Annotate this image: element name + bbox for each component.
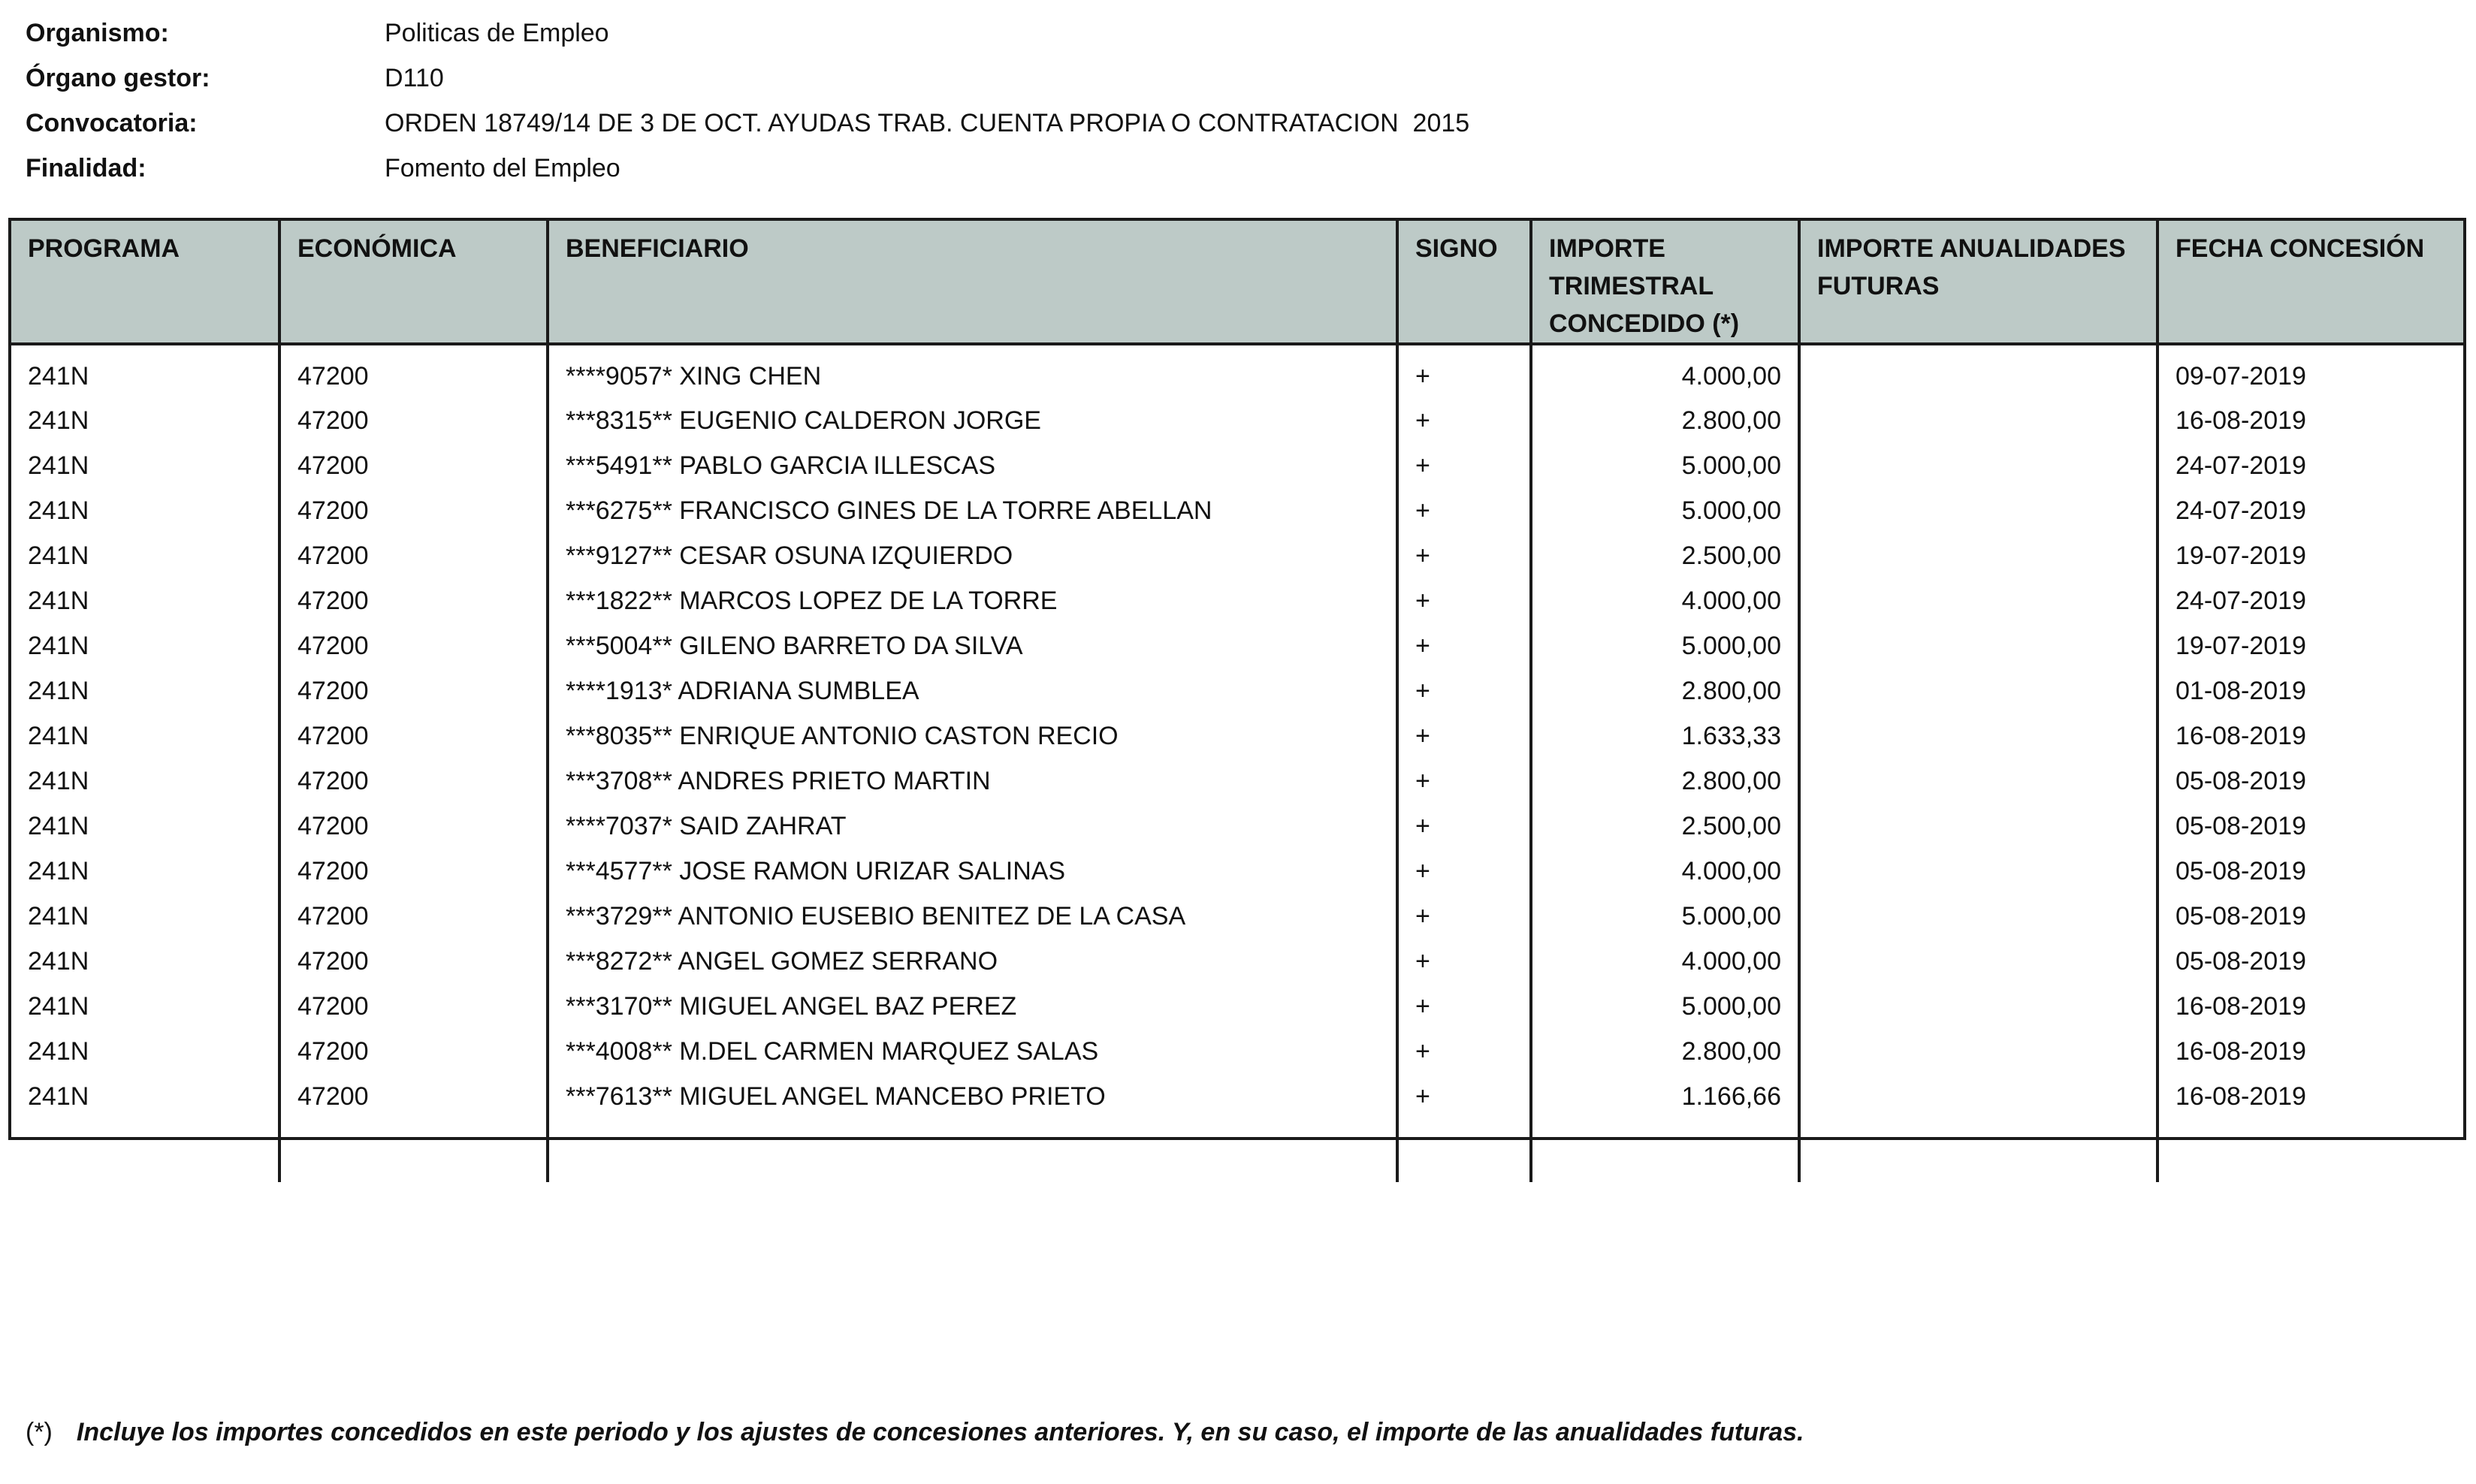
cell-beneficiario: ***7613** MIGUEL ANGEL MANCEBO PRIETO — [548, 1074, 1397, 1119]
footnote-text: Incluye los importes concedidos en este periodo y los ajustes de concesiones anteriores. Y, en su caso, el importe de las anualidades futuras. — [76, 1418, 1804, 1446]
cell-fecha-concesion: 16-08-2019 — [2176, 1081, 2306, 1111]
cell-importe-trimestral: 4.000,00 — [1531, 344, 1799, 398]
cell-economica: 47200 — [279, 1074, 548, 1119]
cell-economica: 47200 — [279, 759, 548, 804]
cell-fecha-concesion: 01-08-2019 — [2176, 676, 2306, 705]
table-header-row — [11, 221, 2463, 344]
cell-programa: 241N — [11, 984, 279, 1029]
table-row — [11, 488, 2463, 533]
cell-beneficiario: ****7037* SAID ZAHRAT — [548, 804, 1397, 849]
cell-importe-anualidades — [1799, 668, 2157, 713]
table-row — [11, 398, 2463, 443]
cell-beneficiario: ****1913* ADRIANA SUMBLEA — [548, 668, 1397, 713]
table-row — [11, 443, 2463, 488]
cell-importe-anualidades — [1799, 443, 2157, 488]
cell-signo: + — [1397, 1074, 1531, 1119]
table-row — [11, 984, 2463, 1029]
cell-beneficiario: ***4008** M.DEL CARMEN MARQUEZ SALAS — [548, 1029, 1397, 1074]
cell-importe-anualidades — [1799, 939, 2157, 984]
cell-fecha-concesion: 16-08-2019 — [2176, 721, 2306, 750]
cell-programa: 241N — [11, 849, 279, 894]
column-header-beneficiario: BENEFICIARIO — [548, 221, 1397, 344]
table-row — [11, 939, 2463, 984]
cell-fecha-concesion: 05-08-2019 — [2176, 901, 2306, 931]
cell-fecha-concesion: 24-07-2019 — [2176, 496, 2306, 525]
cell-importe-anualidades — [1799, 759, 2157, 804]
cell-signo: + — [1397, 623, 1531, 668]
column-header-signo: SIGNO — [1397, 221, 1531, 344]
cell-beneficiario: ***5491** PABLO GARCIA ILLESCAS — [548, 443, 1397, 488]
cell-economica: 47200 — [279, 1029, 548, 1074]
cell-importe-anualidades — [1799, 894, 2157, 939]
cell-economica: 47200 — [279, 344, 548, 398]
cell-importe-trimestral: 2.500,00 — [1531, 804, 1799, 849]
convocatoria-value: ORDEN 18749/14 DE 3 DE OCT. AYUDAS TRAB. CUENTA PROPIA O CONTRATACION 2015 — [385, 108, 1470, 137]
cell-importe-anualidades — [1799, 849, 2157, 894]
cell-importe-trimestral: 2.800,00 — [1531, 759, 1799, 804]
cell-signo: + — [1397, 849, 1531, 894]
table-row — [11, 344, 2463, 398]
filler-cell — [548, 1119, 1397, 1182]
cell-signo: + — [1397, 344, 1531, 398]
header-row-organo-gestor — [26, 56, 1469, 101]
cell-importe-anualidades — [1799, 804, 2157, 849]
cell-economica: 47200 — [279, 939, 548, 984]
table-row — [11, 759, 2463, 804]
cell-importe-anualidades — [1799, 623, 2157, 668]
cell-programa: 241N — [11, 1074, 279, 1119]
cell-beneficiario: ***6275** FRANCISCO GINES DE LA TORRE ABELLAN — [548, 488, 1397, 533]
cell-beneficiario: ***9127** CESAR OSUNA IZQUIERDO — [548, 533, 1397, 578]
table-row — [11, 578, 2463, 623]
organismo-label: Organismo: — [26, 18, 169, 47]
finalidad-value: Fomento del Empleo — [385, 153, 621, 182]
cell-importe-anualidades — [1799, 344, 2157, 398]
cell-beneficiario: ***1822** MARCOS LOPEZ DE LA TORRE — [548, 578, 1397, 623]
filler-cell — [1799, 1119, 2157, 1182]
cell-economica: 47200 — [279, 713, 548, 759]
cell-programa: 241N — [11, 894, 279, 939]
header-row-organismo — [26, 11, 1469, 56]
table-row — [11, 668, 2463, 713]
cell-importe-anualidades — [1799, 1029, 2157, 1074]
cell-signo: + — [1397, 578, 1531, 623]
cell-programa: 241N — [11, 1029, 279, 1074]
cell-beneficiario: ***8315** EUGENIO CALDERON JORGE — [548, 398, 1397, 443]
header-row-convocatoria — [26, 101, 1469, 146]
cell-programa: 241N — [11, 939, 279, 984]
column-header-economica: ECONÓMICA — [279, 221, 548, 344]
grants-table-frame — [8, 218, 2466, 1140]
cell-signo: + — [1397, 939, 1531, 984]
cell-importe-trimestral: 2.800,00 — [1531, 1029, 1799, 1074]
filler-cell — [279, 1119, 548, 1182]
column-header-programa: PROGRAMA — [11, 221, 279, 344]
table-row — [11, 1029, 2463, 1074]
footnote — [26, 1418, 1804, 1447]
cell-fecha-concesion: 05-08-2019 — [2176, 856, 2306, 885]
table-row — [11, 713, 2463, 759]
cell-programa: 241N — [11, 713, 279, 759]
header-row-finalidad — [26, 146, 1469, 191]
finalidad-label: Finalidad: — [26, 153, 146, 182]
cell-fecha-concesion: 24-07-2019 — [2176, 451, 2306, 480]
column-header-importe-trimestral: IMPORTE TRIMESTRAL CONCEDIDO (*) — [1531, 221, 1799, 344]
cell-signo: + — [1397, 804, 1531, 849]
cell-fecha-concesion: 19-07-2019 — [2176, 541, 2306, 570]
cell-programa: 241N — [11, 398, 279, 443]
cell-fecha-concesion: 16-08-2019 — [2176, 991, 2306, 1021]
cell-economica: 47200 — [279, 398, 548, 443]
cell-beneficiario: ***3170** MIGUEL ANGEL BAZ PEREZ — [548, 984, 1397, 1029]
cell-signo: + — [1397, 488, 1531, 533]
cell-fecha-concesion: 16-08-2019 — [2176, 1036, 2306, 1066]
cell-programa: 241N — [11, 623, 279, 668]
cell-beneficiario: ***4577** JOSE RAMON URIZAR SALINAS — [548, 849, 1397, 894]
cell-importe-anualidades — [1799, 398, 2157, 443]
cell-signo: + — [1397, 894, 1531, 939]
cell-importe-trimestral: 2.500,00 — [1531, 533, 1799, 578]
organo-gestor-value: D110 — [385, 63, 444, 92]
cell-importe-trimestral: 5.000,00 — [1531, 894, 1799, 939]
cell-fecha-concesion: 19-07-2019 — [2176, 631, 2306, 660]
cell-programa: 241N — [11, 804, 279, 849]
cell-fecha-concesion: 16-08-2019 — [2176, 406, 2306, 435]
cell-importe-trimestral: 1.633,33 — [1531, 713, 1799, 759]
cell-importe-trimestral: 1.166,66 — [1531, 1074, 1799, 1119]
filler-cell — [1397, 1119, 1531, 1182]
cell-signo: + — [1397, 443, 1531, 488]
cell-signo: + — [1397, 759, 1531, 804]
table-row — [11, 1074, 2463, 1119]
cell-importe-trimestral: 5.000,00 — [1531, 443, 1799, 488]
cell-importe-trimestral: 4.000,00 — [1531, 849, 1799, 894]
cell-programa: 241N — [11, 668, 279, 713]
cell-programa: 241N — [11, 443, 279, 488]
cell-fecha-concesion: 05-08-2019 — [2176, 946, 2306, 976]
table-row — [11, 894, 2463, 939]
filler-cell — [2157, 1119, 2463, 1182]
cell-economica: 47200 — [279, 443, 548, 488]
table-body — [11, 344, 2463, 1182]
cell-economica: 47200 — [279, 488, 548, 533]
table-filler-row — [11, 1119, 2463, 1182]
cell-economica: 47200 — [279, 533, 548, 578]
table-row — [11, 623, 2463, 668]
cell-signo: + — [1397, 713, 1531, 759]
cell-economica: 47200 — [279, 578, 548, 623]
cell-fecha-concesion: 24-07-2019 — [2176, 586, 2306, 615]
organismo-value: Politicas de Empleo — [385, 18, 609, 47]
cell-beneficiario: ***8035** ENRIQUE ANTONIO CASTON RECIO — [548, 713, 1397, 759]
cell-economica: 47200 — [279, 804, 548, 849]
cell-importe-anualidades — [1799, 1074, 2157, 1119]
cell-programa: 241N — [11, 578, 279, 623]
cell-signo: + — [1397, 984, 1531, 1029]
filler-cell — [1531, 1119, 1799, 1182]
cell-economica: 47200 — [279, 894, 548, 939]
document-header — [26, 11, 1469, 191]
grants-table — [11, 221, 2463, 1182]
column-header-importe-anualidades: IMPORTE ANUALIDADES FUTURAS — [1799, 221, 2157, 344]
cell-importe-trimestral: 4.000,00 — [1531, 578, 1799, 623]
cell-importe-anualidades — [1799, 578, 2157, 623]
table-row — [11, 804, 2463, 849]
cell-fecha-concesion: 09-07-2019 — [2176, 361, 2306, 391]
cell-beneficiario: ***8272** ANGEL GOMEZ SERRANO — [548, 939, 1397, 984]
cell-importe-trimestral: 2.800,00 — [1531, 668, 1799, 713]
cell-beneficiario: ****9057* XING CHEN — [548, 344, 1397, 398]
cell-beneficiario: ***3708** ANDRES PRIETO MARTIN — [548, 759, 1397, 804]
column-header-fecha-concesion: FECHA CONCESIÓN — [2157, 221, 2463, 344]
cell-beneficiario: ***3729** ANTONIO EUSEBIO BENITEZ DE LA CASA — [548, 894, 1397, 939]
cell-programa: 241N — [11, 488, 279, 533]
cell-beneficiario: ***5004** GILENO BARRETO DA SILVA — [548, 623, 1397, 668]
cell-importe-trimestral: 4.000,00 — [1531, 939, 1799, 984]
footnote-marker: (*) — [26, 1418, 53, 1446]
cell-programa: 241N — [11, 759, 279, 804]
cell-economica: 47200 — [279, 668, 548, 713]
cell-signo: + — [1397, 668, 1531, 713]
cell-economica: 47200 — [279, 849, 548, 894]
cell-signo: + — [1397, 1029, 1531, 1074]
cell-importe-trimestral: 5.000,00 — [1531, 984, 1799, 1029]
cell-economica: 47200 — [279, 984, 548, 1029]
cell-importe-trimestral: 5.000,00 — [1531, 488, 1799, 533]
cell-importe-anualidades — [1799, 488, 2157, 533]
organo-gestor-label: Órgano gestor: — [26, 63, 210, 92]
table-row — [11, 849, 2463, 894]
cell-fecha-concesion: 05-08-2019 — [2176, 811, 2306, 840]
cell-signo: + — [1397, 398, 1531, 443]
cell-importe-anualidades — [1799, 713, 2157, 759]
cell-importe-trimestral: 5.000,00 — [1531, 623, 1799, 668]
cell-importe-anualidades — [1799, 984, 2157, 1029]
convocatoria-label: Convocatoria: — [26, 108, 198, 137]
cell-importe-trimestral: 2.800,00 — [1531, 398, 1799, 443]
cell-programa: 241N — [11, 533, 279, 578]
cell-programa: 241N — [11, 344, 279, 398]
cell-signo: + — [1397, 533, 1531, 578]
cell-economica: 47200 — [279, 623, 548, 668]
table-row — [11, 533, 2463, 578]
cell-fecha-concesion: 05-08-2019 — [2176, 766, 2306, 795]
filler-cell — [11, 1119, 279, 1182]
cell-importe-anualidades — [1799, 533, 2157, 578]
